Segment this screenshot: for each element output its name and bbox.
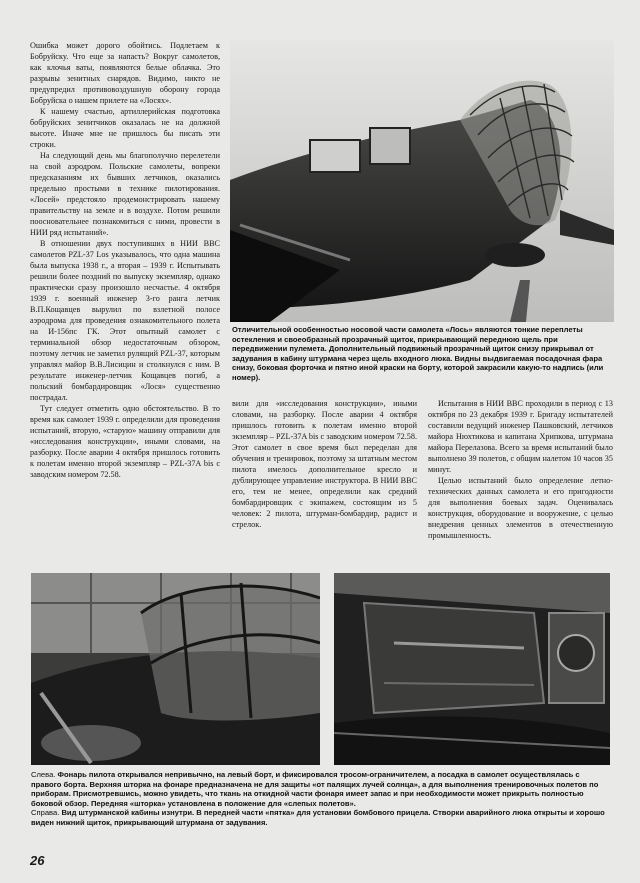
- page-number: 26: [30, 853, 45, 868]
- paragraph: К нашему счастью, артиллерийская подготовка бобруйских зенитчиков оказалась не на должной высоте. Иначе мне не пришлось бы писать эти строки.: [30, 107, 220, 149]
- paragraph: Испытания в НИИ ВВС проходили в период с 13 октября по 23 декабря 1939 г. Бригаду испытателей составили ведущий инженер Пашковский, летчиков майора Нюхтикова и капитана Хрипкова, штурмана майора Перелазова. Всего за время испытаний было выполнено 39 полетов, с общим налетом 10 часов 35 минут.: [428, 399, 613, 474]
- paragraph: В отношении двух поступивших в НИИ ВВС самолетов PZL-37 Los указывалось, что одна машина была выпуска 1938 г., а вторая – 1939 г. Испытывать решили более поздний по выпуску экземпляр, однако практически сразу произошло несчастье. 4 октября 1939 г. военный инженер 3-го ранга летчик В.П.Кощавцев вырулил по взлетной полосе аэродрома для проведения ознакомительного полета на И-156пс ГК. Этот опытный самолет с терминальной обзор недостаточным обзором, поэтому летчик не заметил рулящий PZL-37, которым управлял майор В.В.Лисицин и столкнулся с ним. В результате инженер-летчик Кощавцев погиб, а польский бомбардировщик «Лося» существенно пострадал.: [30, 239, 220, 402]
- aircraft-nose-photo: [230, 40, 614, 322]
- text-column-middle: [232, 398, 417, 568]
- paragraph: На следующий день мы благополучно перелетели на свой аэродром. Польские самолеты, вопреки предсказаниям их бывших летчиков, оказались предельно простыми в технике пилотирования. «Лосей» предстояло продемонстрировать нашему правительству на земле и в воздухе. Потом решили поосновательнее познакомиться с ними, провести в НИИ ряд испытаний».: [30, 151, 220, 237]
- canopy-illustration: [31, 573, 320, 765]
- navigator-cabin-photo: [334, 573, 610, 765]
- caption-label-left: Слева.: [31, 770, 56, 779]
- paragraph: Ошибка может дорого обойтись. Подлетаем к Бобруйску. Что еще за напасть? Вокруг самолетов, как клочья ваты, появляются белые облачка. Это разрывы зенитных снарядов. Видимо, никто не предупредил противовоздушную оборону города Бобруйска о нашем прилете на «Лосях».: [30, 41, 220, 105]
- pilot-canopy-photo: [31, 573, 320, 765]
- cabin-illustration: [334, 573, 610, 765]
- paragraph: Целью испытаний было определение летно-технических данных самолета и его пригодности для выполнения боевых задач. Оценивалась конструкция, оборудование и вооружение, с целью внедрения ценных элементов в отечественную промышленность.: [428, 476, 613, 540]
- paragraph: вили для «исследования конструкции», иными словами, на разборку. После аварии 4 октября пришлось готовить к полетам именно второй экземпляр – PZL-37A bis с заводским номером 72.58. Этот самолет в свое время был переделан для обучения и тренировок, поэтому за штатным местом пилота имелось дополнительное кресло и дублирующее управление инструктора. В НИИ ВВС его, тем не менее, определили как средний бомбардировщик с экипажем, состоящим из 5 человек: 2 пилота, штурман-бомбардир, радист и стрелок.: [232, 399, 417, 529]
- photo-caption-bottom: [31, 770, 609, 828]
- caption-text-right: Вид штурманской кабины изнутри. В передней части «пятка» для установки бомбового прицела. Створки аварийного люка открыты и хорошо виден нижний щиток, прикрывающий штурмана от задувания.: [31, 808, 605, 827]
- text-column-left: [30, 40, 220, 570]
- paragraph: Тут следует отметить одно обстоятельство. В то время как самолет 1939 г. определили для проведения испытаний, вторую, «старую» машину отправили для «исследования конструкции», иными словами, на разборку. После аварии 4 октября пришлось готовить к полетам именно второй экземпляр – PZL-37A bis с заводским номером 72.58.: [30, 404, 220, 479]
- caption-label-right: Справа.: [31, 808, 60, 818]
- caption-text-left: Фонарь пилота открывался непривычно, на левый борт, и фиксировался тросом-ограничителем, а посадка в самолет осуществлялась с правого борта. Верхняя шторка на фонаре предназначена не для защиты «от палящих лучей солнца», а для выполнения тренировочных полетов по приборам. Присмотревшись, можно увидеть, что ткань на откидной части фонаря имеет запас и при необходимости может прикрыть полностью боковой обзор. Передняя «шторка» установлена в положение для «слепых полетов».: [31, 770, 599, 808]
- photo-caption-top: Отличительной особенностью носовой части самолета «Лось» являются тонкие переплеты остекления и своеобразный прозрачный щиток, прикрывающий переднюю щель при передвижении пулемета. Дополнительный подвижный прозрачный щиток снизу прикрывал от задувания в кабину штурмана через щель входного люка. Видны выдвигаемая посадочная фара снизу, боковая форточка и пятно иной краски на борту, которой закрасили какую-то надпись (или номер).: [232, 325, 604, 382]
- aircraft-nose-illustration: [230, 40, 614, 322]
- text-column-right: [428, 398, 613, 568]
